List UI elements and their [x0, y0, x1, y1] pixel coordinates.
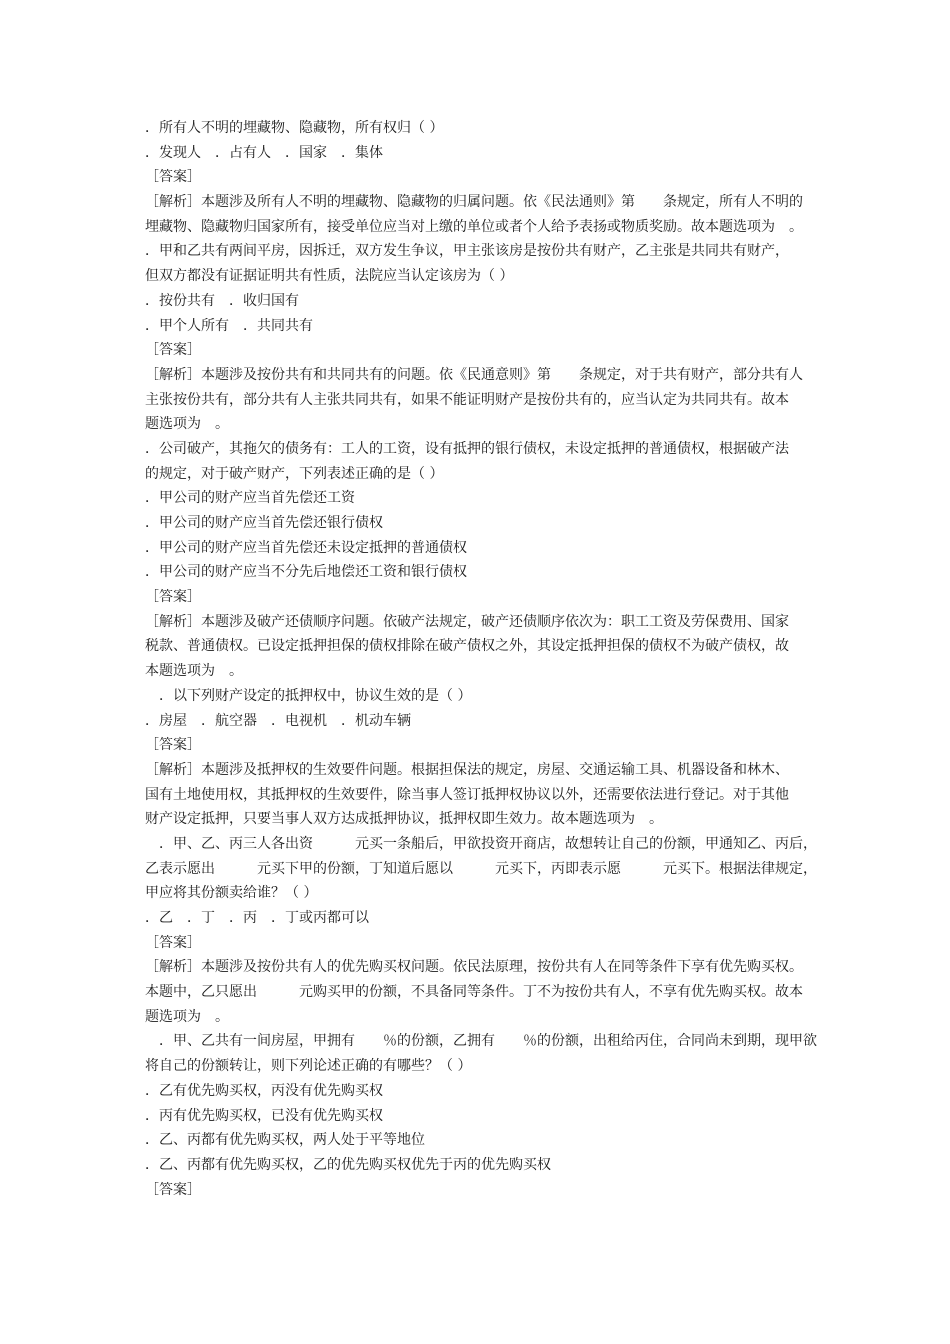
- text-line: ．甲公司的财产应当首先偿还未设定抵押的普通债权: [145, 539, 467, 556]
- text-line: ．甲个人所有 ．共同共有: [145, 317, 313, 334]
- text-line: 财产设定抵押，只要当事人双方达成抵押协议，抵押权即生效力。故本题选项为 。: [145, 811, 663, 828]
- text-line: ．甲公司的财产应当首先偿还银行债权: [145, 515, 383, 531]
- text-line: 本题中，乙只愿出 元购买甲的份额，不具备同等条件。丁不为按份共有人，不享有优先购买权。故本: [145, 984, 803, 1001]
- text-line: 埋藏物、隐藏物归国家所有，接受单位应当对上缴的单位或者个人给予表扬或物质奖励。故本题选项为 。: [145, 218, 803, 235]
- text-line: ［答案］: [145, 934, 201, 951]
- text-line: ［答案］: [145, 1181, 201, 1198]
- text-line: 国有土地使用权，其抵押权的生效要件，除当事人签订抵押权协议以外，还需要依法进行登记。对于其他: [145, 786, 789, 803]
- text-line: ［答案］: [145, 589, 201, 606]
- text-line: 乙表示愿出 元买下甲的份额，丁知道后愿以 元买下，丙即表示愿 元买下。根据法律规定，: [145, 860, 817, 877]
- text-line: ．乙、丙都有优先购买权，两人处于平等地位: [145, 1132, 425, 1149]
- text-line: 的规定，对于破产财产，下列表述正确的是（ ）: [145, 465, 444, 482]
- text-line: ．以下列财产设定的抵押权中，协议生效的是（ ）: [145, 687, 472, 704]
- text-line: ．甲、乙、丙三人各出资 元买一条船后，甲欲投资开商店，故想转让自己的份额，甲通知乙、丙后，: [145, 835, 817, 852]
- text-line: ［解析］本题涉及破产还债顺序问题。依破产法规定，破产还债顺序依次为：职工工资及劳保费用、国家: [145, 613, 789, 630]
- text-line: 主张按份共有，部分共有人主张共同共有，如果不能证明财产是按份共有的，应当认定为共同共有。故本: [145, 391, 789, 408]
- text-line: 题选项为 。: [145, 1008, 229, 1025]
- text-line: 税款、普通债权。已设定抵押担保的债权排除在破产债权之外，其设定抵押担保的债权不为破产债权，故: [145, 638, 789, 655]
- text-line: ．所有人不明的埋藏物、隐藏物，所有权归（ ）: [145, 120, 444, 136]
- text-line: ．乙有优先购买权，丙没有优先购买权: [145, 1082, 383, 1099]
- text-line: ．乙、丙都有优先购买权，乙的优先购买权优先于丙的优先购买权: [145, 1156, 551, 1173]
- text-line: 甲应将其份额卖给谁？（ ）: [145, 885, 318, 902]
- text-line: 将自己的份额转让，则下列论述正确的有哪些？（ ）: [145, 1058, 472, 1075]
- text-line: 题选项为 。: [145, 416, 229, 433]
- text-line: ．公司破产，其拖欠的债务有：工人的工资，设有抵押的银行债权，未设定抵押的普通债权，根据破产法: [145, 440, 789, 457]
- text-line: ［解析］本题涉及按份共有人的优先购买权问题。依民法原理，按份共有人在同等条件下享有优先购买权。: [145, 959, 803, 976]
- text-line: ．甲、乙共有一间房屋，甲拥有 ％的份额，乙拥有 ％的份额，出租给丙住，合同尚未到期，现甲欲: [145, 1033, 817, 1050]
- text-line: ．房屋 ．航空器 ．电视机 ．机动车辆: [145, 712, 411, 729]
- text-line: ．发现人 ．占有人 ．国家 ．集体: [145, 144, 383, 161]
- document-body: [145, 116, 817, 1202]
- text-line: ．甲和乙共有两间平房，因拆迁，双方发生争议，甲主张该房是按份共有财产，乙主张是共同共有财产，: [145, 243, 789, 260]
- text-line: ．甲公司的财产应当不分先后地偿还工资和银行债权: [145, 564, 467, 581]
- text-line: ［答案］: [145, 342, 201, 359]
- text-line: ［解析］本题涉及按份共有和共同共有的问题。依《民通意则》第 条规定，对于共有财产，部分共有人: [145, 366, 803, 383]
- text-line: ［解析］本题涉及所有人不明的埋藏物、隐藏物的归属问题。依《民法通则》第 条规定，所有人不明的: [145, 194, 803, 211]
- text-line: 但双方都没有证据证明共有性质，法院应当认定该房为（ ）: [145, 268, 514, 285]
- text-line: 本题选项为 。: [145, 663, 243, 680]
- text-line: ．乙 ．丁 ．丙 ．丁或丙都可以: [145, 910, 369, 926]
- text-line: ［答案］: [145, 737, 201, 754]
- text-line: ．按份共有 ．收归国有: [145, 292, 299, 309]
- text-line: ［答案］: [145, 169, 201, 186]
- text-line: ［解析］本题涉及抵押权的生效要件问题。根据担保法的规定，房屋、交通运输工具、机器设备和林木、: [145, 761, 789, 778]
- text-line: ．甲公司的财产应当首先偿还工资: [145, 490, 355, 507]
- text-line: ．丙有优先购买权，已没有优先购买权: [145, 1107, 383, 1124]
